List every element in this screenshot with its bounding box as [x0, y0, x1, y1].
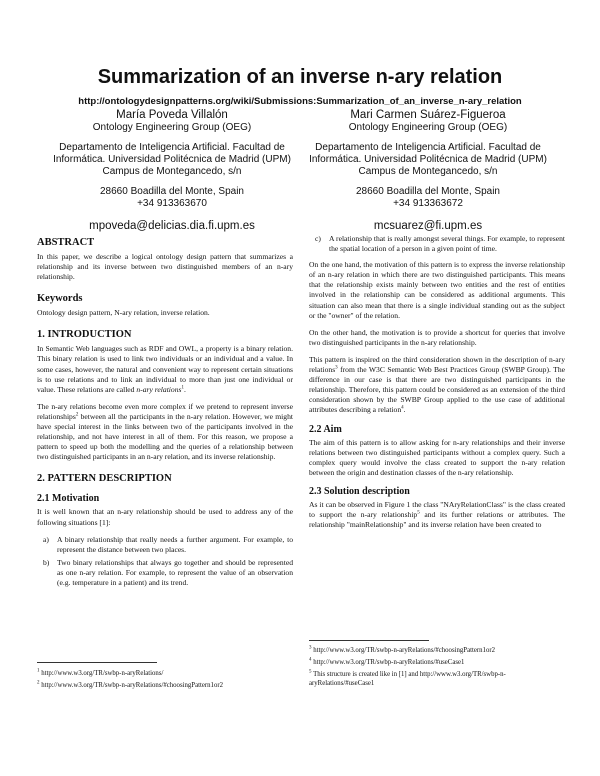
- intro-p2-text: The n-ary relations become even more complex if we pretend to represent inverse relationships: [37, 401, 293, 421]
- keywords-text: Ontology design pattern, N-ary relation, inverse relation.: [37, 308, 210, 318]
- list-item: [43, 557, 293, 588]
- list-marker: c): [315, 234, 321, 243]
- right-footnotes: [309, 646, 565, 691]
- footnote: [37, 681, 293, 690]
- footnote: [309, 658, 565, 667]
- footnote-number: 5: [309, 669, 312, 675]
- intro-p1-text: In Semantic Web languages such as RDF and OWL, a property is a binary relation. This binary relation is used to link two individuals or an individual and a value. In some cases, however, the natural and convenient way to represent certain situations is to use relations and to link an individual to more than just one individual or value. These relations are called: [37, 344, 293, 394]
- motivation-paragraph-1: On the one hand, the motivation of this pattern is to express the inverse relationship of an n-ary relation in which there are two distinguished participants. This means that the relationship exists mainly between two entities and the rest of entities involved in the relationship can be considered as additional arguments. This situation can also mean that there is a single individual standing out as the subject or the "owner" of the relation.: [309, 260, 565, 320]
- motivation-intro: It is well known that an n-ary relationship should be used to address any of the following situations [1]:: [37, 507, 293, 527]
- author-phone: +34 913363672: [393, 198, 463, 209]
- footnote-number: 1: [37, 668, 40, 674]
- author-city: 28660 Boadilla del Monte, Spain: [356, 186, 500, 197]
- footnote-text: http://www.w3.org/TR/swbp-n-aryRelations/#choosingPattern1or2: [313, 647, 495, 654]
- solution-text-b: and its further relations or attributes. The relationship "mainRelationship" and its inverse relation have been created to: [309, 509, 566, 530]
- footnote-ref: 4: [401, 405, 404, 411]
- motivation-p3-text: This pattern is inspired on the third consideration shown in the description of n-ary relations: [309, 354, 565, 375]
- punctuation: .: [403, 405, 406, 415]
- left-column: [37, 236, 293, 594]
- solution-heading: 2.3 Solution description: [309, 485, 410, 497]
- list-item-text: A binary relationship that really needs a further argument. For example, to represent the distance between two places.: [57, 534, 293, 554]
- motivation-paragraph-2: On the other hand, the motivation is to provide a shortcut for queries that involve two distinguished participants in the n-ary relationship.: [309, 327, 565, 347]
- paper-url: http://ontologydesignpatterns.org/wiki/Submissions:Summarization_of_an_inverse_n-ary_relation: [78, 96, 522, 107]
- list-marker: a): [43, 534, 49, 544]
- footnote: [37, 669, 293, 678]
- intro-term: n-ary relations: [136, 384, 182, 394]
- abstract-text: In this paper, we describe a logical ontology design pattern that summarizes a relationship and its inverse between two distinguished members of an n-ary relationship.: [37, 252, 293, 282]
- author-name: María Poveda Villalón: [116, 109, 228, 121]
- introduction-heading: 1. INTRODUCTION: [37, 329, 132, 341]
- list-item: [43, 534, 293, 555]
- aim-heading: 2.2 Aim: [309, 423, 342, 435]
- motivation-p3-text: from the W3C Semantic Web Best Practices Group (SWBP Group). The difference in our case is that there are two distinguished participants in the relationship. Therefore, this pattern could be considered as an extension of the third consideration shown by the SWBP Group applied to the use case of additional attributes describing a relation: [309, 365, 565, 415]
- author-campus: Campus de Montegancedo, s/n: [102, 166, 242, 177]
- list-item-text: Two binary relationships that always go together and should be represented as one n-ary relation. For example, to represent the value of an observation (e.g. temperature in a patient) and its trend.: [57, 557, 293, 587]
- footnote-text: This structure is created like in [1] and http://www.w3.org/TR/swbp-n-aryRelations/#useCase1: [309, 671, 506, 687]
- footnote-ref: 5: [417, 510, 420, 516]
- keywords-heading: Keywords: [37, 293, 83, 305]
- author-dept: Informática. Universidad Politécnica de Madrid (UPM): [53, 154, 291, 165]
- author-group: Ontology Engineering Group (OEG): [348, 122, 508, 133]
- author-phone: +34 913363670: [137, 198, 207, 209]
- footnote-number: 2: [37, 680, 40, 686]
- footnote-ref: 1: [181, 385, 184, 391]
- footnote: [309, 646, 565, 655]
- motivation-heading: 2.1 Motivation: [37, 493, 100, 505]
- solution-text: [309, 500, 565, 530]
- list-marker: b): [43, 557, 50, 567]
- situations-list-continued: [309, 234, 565, 254]
- left-footnotes: [37, 669, 293, 693]
- author-dept: Informática. Universidad Politécnica de Madrid (UPM): [309, 154, 547, 165]
- author-block-2: [293, 109, 563, 232]
- author-email: mpoveda@delicias.dia.fi.upm.es: [89, 220, 255, 232]
- footnote-number: 3: [309, 645, 312, 651]
- footnote-ref: 3: [335, 365, 338, 371]
- author-name: Mari Carmen Suárez-Figueroa: [350, 109, 506, 121]
- author-dept: Departamento de Inteligencia Artificial. Facultad de: [59, 142, 285, 153]
- footnote: [309, 670, 565, 688]
- footnote-divider: [37, 662, 157, 663]
- author-group: Ontology Engineering Group (OEG): [92, 122, 252, 133]
- author-email: mcsuarez@fi.upm.es: [373, 220, 483, 232]
- author-block-1: [37, 109, 307, 232]
- footnote-ref: 2: [75, 412, 79, 418]
- author-city: 28660 Boadilla del Monte, Spain: [100, 186, 244, 197]
- intro-paragraph-1: [37, 344, 293, 394]
- pattern-heading: 2. PATTERN DESCRIPTION: [37, 473, 172, 485]
- right-column: [309, 234, 565, 537]
- motivation-paragraph-3: [309, 355, 565, 416]
- list-item-text: A relationship that is really amongst several things. For example, to represent the spatial location of a person in a given point of time.: [329, 234, 565, 254]
- paper-title: Summarization of an inverse n-ary relation: [97, 66, 503, 88]
- intro-paragraph-2: [37, 402, 293, 463]
- intro-p2-text: between all the participants in the n-ary relation. However, we might have special interest in the links between two of the participants involved in the relationship, and not have interest in all of them. For this reason, we propose a pattern to speed up both the modelling and the queries of a relationship between two distinguished participants in an n-ary relation, and its inverse relationship.: [37, 411, 293, 462]
- solution-text-a: As it can be observed in Figure 1 the class "NAryRelationClass" is the class created to support the n-ary relationship: [309, 499, 565, 519]
- footnote-text: http://www.w3.org/TR/swbp-n-aryRelations/#useCase1: [313, 659, 465, 666]
- footnote-text: http://www.w3.org/TR/swbp-n-aryRelations/: [41, 670, 164, 677]
- list-item: [315, 234, 565, 254]
- abstract-heading: ABSTRACT: [37, 237, 95, 248]
- footnote-text: http://www.w3.org/TR/swbp-n-aryRelations/#choosingPattern1or2: [41, 682, 223, 689]
- footnote-number: 4: [309, 657, 312, 663]
- situations-list: [37, 535, 293, 588]
- footnote-divider: [309, 640, 429, 641]
- author-campus: Campus de Montegancedo, s/n: [358, 166, 498, 177]
- punctuation: .: [183, 384, 186, 394]
- aim-text: The aim of this pattern is to allow asking for n-ary relationships and their inverse relations between two distinguished participants without a complex query. Such a complex query would involve the class created to support the n-ary relation between the origin and destination classes of the n-ary relationship.: [309, 437, 565, 477]
- author-dept: Departamento de Inteligencia Artificial. Facultad de: [315, 142, 541, 153]
